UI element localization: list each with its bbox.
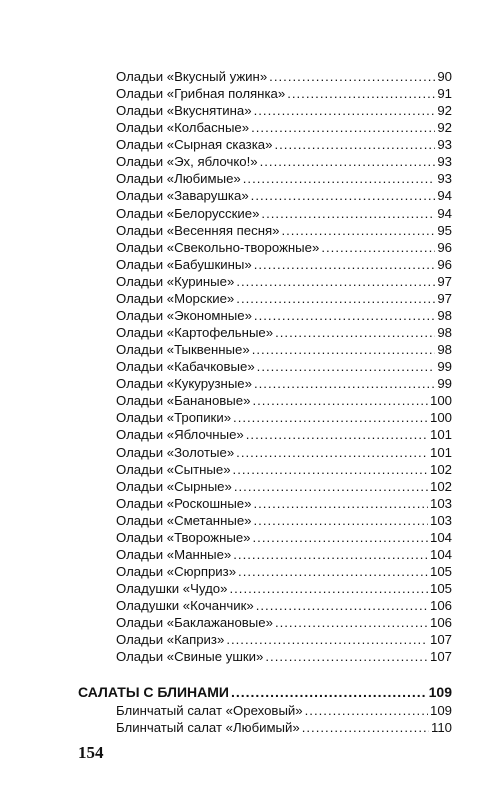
toc-entry-page: 100 <box>429 393 452 408</box>
toc-entry-title: Оладьи «Свекольно-творожные» <box>116 240 320 255</box>
toc-entry <box>116 256 452 273</box>
toc-entry-page: 95 <box>437 223 452 238</box>
toc-entry <box>116 546 452 563</box>
toc-entry <box>116 478 452 495</box>
toc-entry <box>116 136 452 153</box>
toc-entry <box>116 239 452 256</box>
section-page-number: 109 <box>428 684 452 700</box>
toc-entry <box>116 85 452 102</box>
toc-entry-title: Оладьи «Сытные» <box>116 462 231 477</box>
toc-entry <box>116 512 452 529</box>
dot-leader <box>253 495 428 512</box>
toc-entry-page: 104 <box>429 547 452 562</box>
toc-entry <box>116 205 452 222</box>
toc-entry-page: 107 <box>429 632 452 647</box>
dot-leader <box>233 546 428 563</box>
toc-entry <box>116 580 452 597</box>
dot-leader <box>305 702 428 719</box>
toc-entry-page: 100 <box>429 410 452 425</box>
dot-leader <box>236 273 435 290</box>
toc-entry <box>116 702 452 719</box>
toc-entry <box>116 597 452 614</box>
toc-entry-page: 96 <box>437 240 452 255</box>
toc-entry-title: Оладьи «Банановые» <box>116 393 251 408</box>
toc-entry <box>116 307 452 324</box>
toc-entry <box>116 444 452 461</box>
toc-entry-page: 107 <box>429 649 452 664</box>
toc-entry <box>116 375 452 392</box>
toc-entry-page: 105 <box>429 564 452 579</box>
toc-entry-title: Оладьи «Роскошные» <box>116 496 252 511</box>
toc-entry <box>116 153 452 170</box>
dot-leader <box>233 409 428 426</box>
toc-entry-page: 101 <box>429 445 452 460</box>
toc-entry-title: Блинчатый салат «Ореховый» <box>116 703 303 718</box>
dot-leader <box>238 563 428 580</box>
toc-entry-title: Оладьи «Сюрприз» <box>116 564 237 579</box>
toc-entry-page: 101 <box>429 427 452 442</box>
toc-entry-page: 98 <box>437 325 452 340</box>
toc-entry-page: 93 <box>437 154 452 169</box>
toc-entry-title: Оладьи «Экономные» <box>116 308 252 323</box>
toc-entry <box>116 68 452 85</box>
toc-entry-title: Оладьи «Белорусские» <box>116 206 260 221</box>
toc-entry <box>116 102 452 119</box>
toc-entry-title: Оладушки «Кочанчик» <box>116 598 254 613</box>
toc-entry <box>116 170 452 187</box>
toc-entry <box>116 341 452 358</box>
toc-entry-page: 104 <box>429 530 452 545</box>
page-number: 154 <box>78 743 104 762</box>
dot-leader <box>231 684 427 701</box>
toc-entry-title: Оладушки «Чудо» <box>116 581 228 596</box>
dot-leader <box>254 375 435 392</box>
dot-leader <box>261 205 435 222</box>
toc-entry-title: Оладьи «Сырные» <box>116 479 232 494</box>
dot-leader <box>233 461 428 478</box>
toc-entry-page: 92 <box>437 103 452 118</box>
toc-entry <box>116 648 452 665</box>
toc-entry <box>116 719 452 736</box>
toc-entry-page: 109 <box>429 703 452 718</box>
dot-leader <box>252 341 436 358</box>
toc-entry-page: 102 <box>429 462 452 477</box>
dot-leader <box>265 648 428 665</box>
toc-entry-page: 94 <box>437 188 452 203</box>
toc-entry-page: 94 <box>437 206 452 221</box>
toc-entry-title: Оладьи «Кукурузные» <box>116 376 252 391</box>
toc-entry-title: Блинчатый салат «Любимый» <box>116 720 300 735</box>
dot-leader <box>274 136 435 153</box>
toc-entry-title: Оладьи «Творожные» <box>116 530 251 545</box>
toc-entry-page: 110 <box>430 720 452 735</box>
toc-entry-title: Оладьи «Свиные ушки» <box>116 649 264 664</box>
toc-entry <box>116 461 452 478</box>
dot-leader <box>281 222 435 239</box>
toc-entry <box>116 187 452 204</box>
dot-leader <box>253 529 428 546</box>
toc-entry-page: 90 <box>437 69 452 84</box>
toc-entry-page: 98 <box>437 308 452 323</box>
dot-leader <box>287 85 435 102</box>
dot-leader <box>254 307 435 324</box>
toc-entry <box>116 358 452 375</box>
dot-leader <box>254 512 428 529</box>
dot-leader <box>246 426 428 443</box>
dot-leader <box>275 614 428 631</box>
toc-entry <box>116 290 452 307</box>
toc-entry <box>116 273 452 290</box>
dot-leader <box>229 580 428 597</box>
toc-entry <box>116 614 452 631</box>
section-heading <box>78 684 452 701</box>
dot-leader <box>251 187 436 204</box>
toc-entry-page: 98 <box>437 342 452 357</box>
dot-leader <box>251 119 435 136</box>
toc-entry-title: Оладьи «Сырная сказка» <box>116 137 273 152</box>
toc-entry <box>116 631 452 648</box>
toc-entry <box>116 324 452 341</box>
dot-leader <box>269 68 435 85</box>
toc-entry <box>116 222 452 239</box>
dot-leader <box>321 239 435 256</box>
toc-entry-page: 93 <box>437 171 452 186</box>
toc-entry-page: 96 <box>437 257 452 272</box>
dot-leader <box>275 324 435 341</box>
toc-entry-title: Оладьи «Кабачковые» <box>116 359 255 374</box>
toc-entry-page: 97 <box>437 274 452 289</box>
toc-entry-title: Оладьи «Куриные» <box>116 274 235 289</box>
toc-entry-title: Оладьи «Тропики» <box>116 410 232 425</box>
toc-entry-page: 99 <box>437 359 452 374</box>
dot-leader <box>302 719 429 736</box>
toc-entry <box>116 426 452 443</box>
toc-entry-page: 106 <box>429 598 452 613</box>
dot-leader <box>226 631 428 648</box>
toc-entry-page: 91 <box>437 86 452 101</box>
toc-entry <box>116 495 452 512</box>
toc-entry-title: Оладьи «Вкусный ужин» <box>116 69 268 84</box>
dot-leader <box>252 392 428 409</box>
toc-entry-title: Оладьи «Морские» <box>116 291 235 306</box>
toc-entry <box>116 409 452 426</box>
toc-entry-page: 92 <box>437 120 452 135</box>
toc-entry-title: Оладьи «Сметанные» <box>116 513 252 528</box>
toc-entry-page: 103 <box>429 513 452 528</box>
section-title: САЛАТЫ С БЛИНАМИ <box>78 684 229 700</box>
toc-entry-page: 103 <box>429 496 452 511</box>
toc-entry <box>116 529 452 546</box>
toc-entry-title: Оладьи «Заварушка» <box>116 188 249 203</box>
toc-entry-page: 99 <box>437 376 452 391</box>
dot-leader <box>236 290 435 307</box>
dot-leader <box>234 478 428 495</box>
toc-entry-title: Оладьи «Колбасные» <box>116 120 250 135</box>
toc-entry-title: Оладьи «Картофельные» <box>116 325 274 340</box>
dot-leader <box>260 153 436 170</box>
toc-entry-page: 105 <box>429 581 452 596</box>
toc-entry-title: Оладьи «Весенняя песня» <box>116 223 280 238</box>
toc-entry-page: 93 <box>437 137 452 152</box>
toc-entry-title: Оладьи «Манные» <box>116 547 232 562</box>
toc-entry-title: Оладьи «Каприз» <box>116 632 225 647</box>
toc-entry-page: 97 <box>437 291 452 306</box>
toc-entry-title: Оладьи «Тыквенные» <box>116 342 250 357</box>
toc-entry-title: Оладьи «Вкуснятина» <box>116 103 252 118</box>
toc-entry-title: Оладьи «Яблочные» <box>116 427 244 442</box>
toc-entry-title: Оладьи «Грибная полянка» <box>116 86 286 101</box>
dot-leader <box>243 170 436 187</box>
toc-entry-page: 106 <box>429 615 452 630</box>
toc-entry <box>116 392 452 409</box>
toc-entry <box>116 119 452 136</box>
dot-leader <box>254 256 436 273</box>
toc-entry-title: Оладьи «Баклажановые» <box>116 615 273 630</box>
dot-leader <box>257 358 436 375</box>
dot-leader <box>254 102 436 119</box>
toc-entry-title: Оладьи «Бабушкины» <box>116 257 252 272</box>
toc-entry-title: Оладьи «Любимые» <box>116 171 241 186</box>
toc-entry-page: 102 <box>429 479 452 494</box>
toc-entry-title: Оладьи «Эх, яблочко!» <box>116 154 258 169</box>
toc-entry-title: Оладьи «Золотые» <box>116 445 235 460</box>
dot-leader <box>236 444 428 461</box>
dot-leader <box>256 597 428 614</box>
toc-entry <box>116 563 452 580</box>
